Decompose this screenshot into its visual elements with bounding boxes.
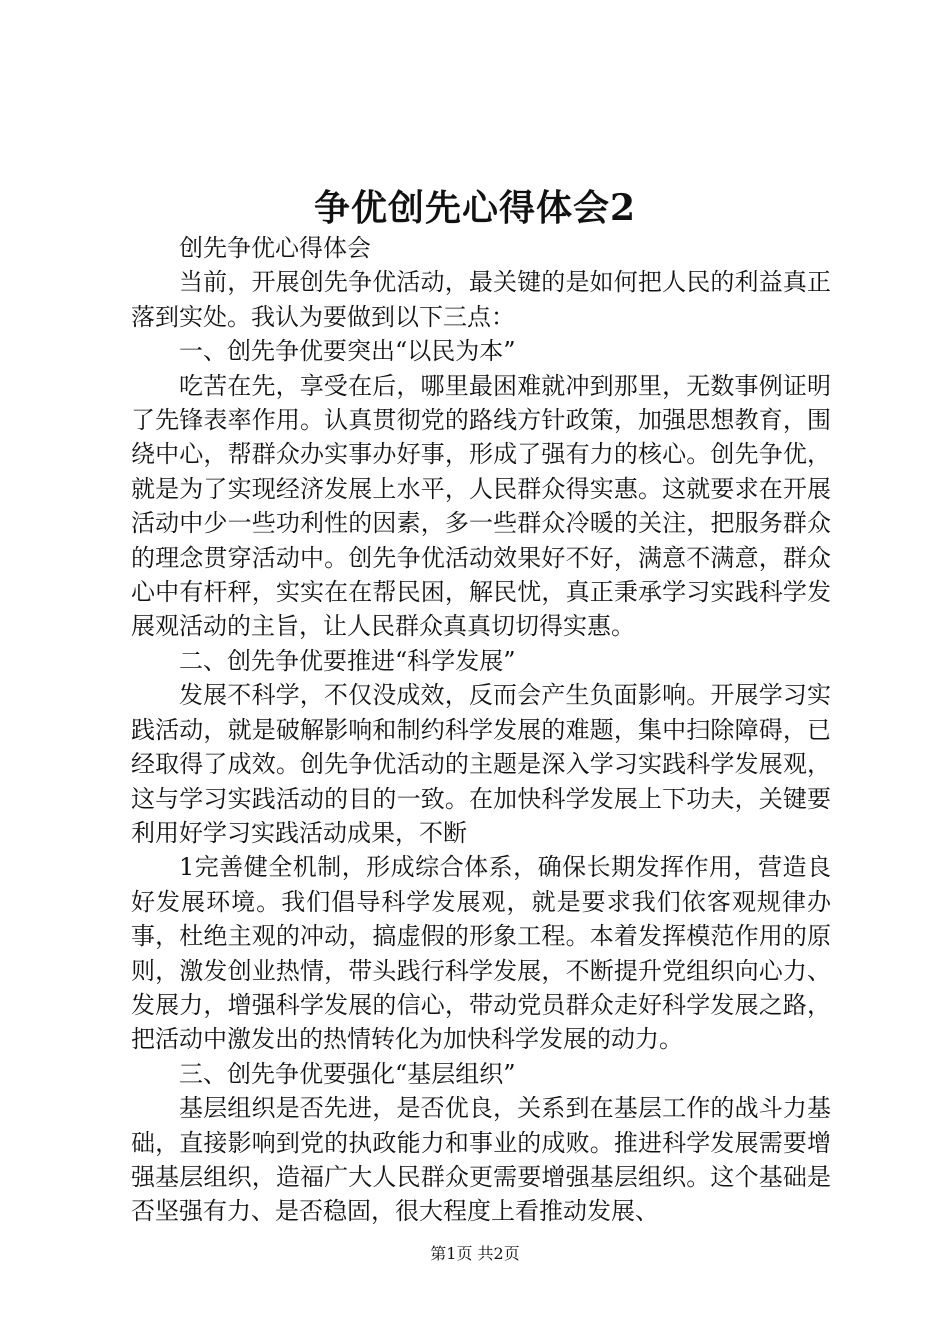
section-heading-3: 三、创先争优要强化“基层组织” bbox=[179, 1059, 516, 1088]
page-footer: 第1页 共2页 bbox=[430, 1244, 520, 1263]
section-heading-2: 二、创先争优要推进“科学发展” bbox=[179, 646, 516, 675]
subtitle-paragraph: 创先争优心得体会 bbox=[179, 234, 371, 262]
body-paragraph: 吃苦在先，享受在后，哪里最困难就冲到那里，无数事例证明了先锋表率作用。认真贯彻党的路线方针政策，加强思想教育，围绕中心，帮群众办实事办好事，形成了强有力的核心。创先争优，就是为了实现经济发展上水平，人民群众得实惠。这就要求在开展活动中少一些功利性的因素，多一些群众冷暖的关注，把服务群众的理念贯穿活动中。创先争优活动效果好不好，满意不满意，群众心中有杆秤，实实在在帮民困，解民忧，真正秉承学习实践科学发展观活动的主旨，让人民群众真真切切得实惠。 bbox=[131, 371, 831, 641]
document-title: 争优创先心得体会2 bbox=[313, 187, 637, 229]
document-body bbox=[131, 231, 831, 1229]
body-paragraph: 1完善健全机制，形成综合体系，确保长期发挥作用，营造良好发展环境。我们倡导科学发展观，就是要求我们依客观规律办事，杜绝主观的冲动，搞虚假的形象工程。本着发挥模范作用的原则，激发创业热情，带头践行科学发展，不断提升党组织向心力、发展力，增强科学发展的信心，带动党员群众走好科学发展之路，把活动中激发出的热情转化为加快科学发展的动力。 bbox=[131, 853, 831, 1054]
body-paragraph: 基层组织是否先进，是否优良，关系到在基层工作的战斗力基础，直接影响到党的执政能力和事业的成败。推进科学发展需要增强基层组织，造福广大人民群众更需要增强基层组织。这个基础是否坚强有力、是否稳固，很大程度上看推动发展、 bbox=[131, 1094, 831, 1226]
intro-paragraph: 当前，开展创先争优活动，最关键的是如何把人民的利益真正落到实处。我认为要做到以下三点： bbox=[131, 268, 831, 331]
section-heading-1: 一、创先争优要突出“以民为本” bbox=[179, 337, 516, 366]
body-paragraph: 发展不科学，不仅没成效，反而会产生负面影响。开展学习实践活动，就是破解影响和制约科学发展的难题，集中扫除障碍，已经取得了成效。创先争优活动的主题是深入学习实践科学发展观，这与学习实践活动的目的一致。在加快科学发展上下功夫，关键要利用好学习实践活动成果，不断 bbox=[131, 681, 831, 847]
